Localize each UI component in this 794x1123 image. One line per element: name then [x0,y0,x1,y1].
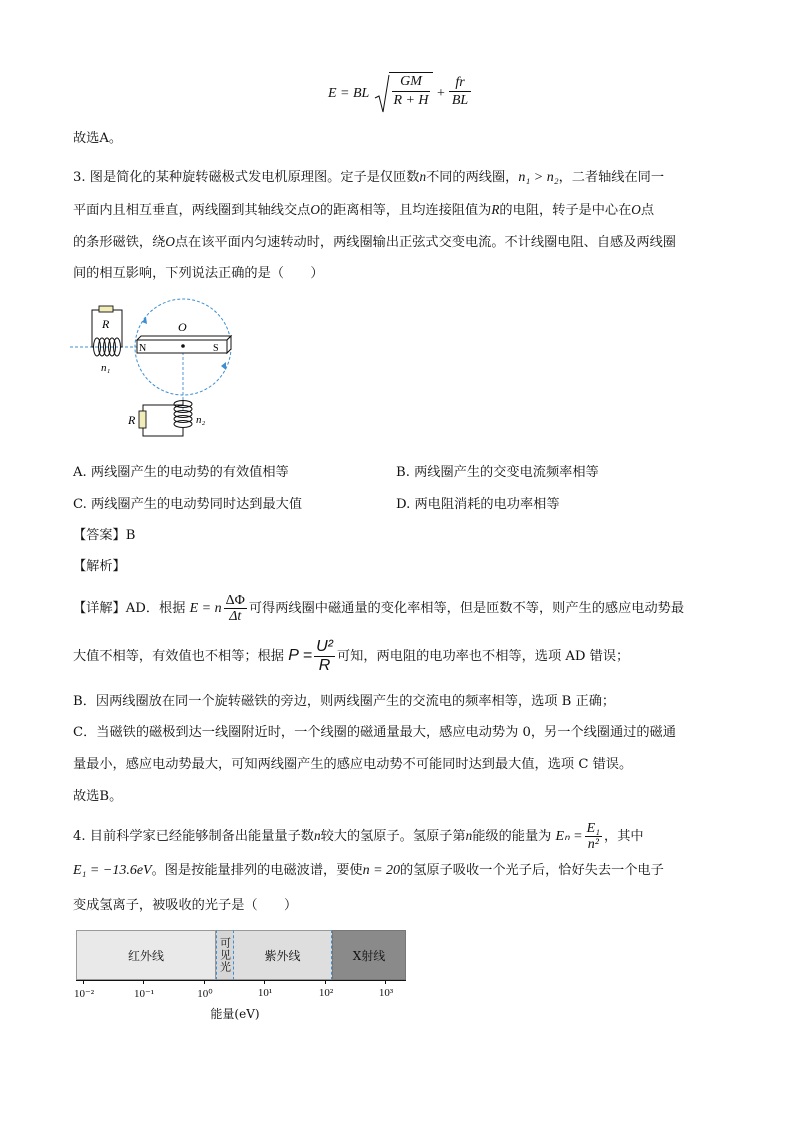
q3-detail-line3: B．因两线圈放在同一个旋转磁铁的旁边，则两线圈产生的交流电的频率相等，选项 B 正确； [73,694,616,709]
frac-fr-bl [449,74,471,110]
q3-line3: 的条形磁铁，绕O点在该平面内匀速转动时，两线圈输出正弦式交变电流。不计线圈电阻、自感及两线圈 [73,234,676,250]
resistor-top [99,306,113,312]
formula-top [328,72,478,116]
tick-label: 10³ [378,987,394,999]
q4-line1: 4. 目前科学家已经能够制备出能量量子数n较大的氢原子。氢原子第n能级的能量为 Eₙ = $\frac{\text{E₁}}{\text{n²}}$ ，其中 [73,821,644,852]
emf-fraction: $\frac{\Delta\Phi}{\Delta t}$ [225,593,245,624]
prev-choice: 故选A。 [73,131,123,146]
p-lhs: P = [288,647,313,664]
label-n2: n₂ [196,414,206,426]
generator-figure [70,300,250,450]
p-fraction: $\frac{\text{U²}}{R}$ [316,638,333,674]
spectrum-figure [70,928,410,1023]
label-N: N [139,343,147,354]
q3-option-b: B. 两线圈产生的交变电流频率相等 [396,465,599,480]
n20: n = 20 [362,863,401,878]
e1-value: E₁ = −13.6eV [73,863,152,878]
q3-line2: 平面内且相互垂直，两线圈到其轴线交点O的距离相等，且均连接阻值为R的电阻，转子是中心在O点 [73,202,654,218]
answer-value: B [125,528,136,543]
en-lhs: Eₙ = [555,829,583,844]
tick-label: 10¹ [257,987,273,999]
frac-denominator: BL [451,93,469,108]
label-n1: n₁ [101,362,111,374]
q3-option-c: C. 两线圈产生的电动势同时达到最大值 [73,497,303,512]
q3-inequality: n₁ > n₂ [518,170,559,185]
q3-answer [73,527,135,545]
q3-analysis-label: 【解析】 [73,559,126,574]
en-fraction: $\frac{\text{E₁}}{\text{n²}}$ [586,821,601,852]
tick-label: 10⁻² [73,988,95,1000]
sqrt-numerator: GM [392,73,430,92]
q3-detail-line5: 量最小，感应电动势最大，可知两线圈产生的感应电动势不可能同时达到最大值，选项 C 错误。 [73,757,633,772]
q3-final: 故选B。 [73,789,123,804]
q4-line2: E₁ = −13.6eV。图是按能量排列的电磁波谱，要使n = 20的氢原子吸收一个光子后，恰好失去一个电子 [73,863,664,878]
arrow-bottom [221,362,226,370]
q3-detail-line4: C．当磁铁的磁极到达一线圈附近时，一个线圈的磁通量最大，感应电动势为 0，另一个线圈通过的磁通 [73,725,676,740]
label-S: S [213,343,219,354]
q4-line3: 变成氢离子，被吸收的光子是（ ） [73,898,298,913]
band-uv: 紫外线 [234,930,332,980]
q3-line4: 间的相互影响，下列说法正确的是（ ） [73,266,324,281]
q3-detail-line2: 大值不相等，有效值也不相等；根据 P = $\frac{\text{U²}}{R}$ 可知，两电阻的电功率也不相等，选项 AD 错误； [73,638,630,674]
energy-axis [76,980,406,981]
axis-label: 能量(eV) [210,1007,260,1021]
plus-sign: + [437,86,445,101]
tick [264,980,265,984]
tick [83,980,84,984]
sqrt-denominator: R + H [393,93,429,108]
tick-label: 10⁰ [197,988,213,1000]
q3-option-d: D. 两电阻消耗的电功率相等 [396,497,560,512]
resistor-bottom [139,411,146,428]
label-R-top: R [102,317,110,331]
frac-numerator: fr [449,74,471,92]
center-point [181,344,185,348]
band-xray: X射线 [332,930,406,980]
emf-lhs: E = n [189,601,222,616]
band-infrared: 红外线 [76,930,216,980]
bar-magnet-top [137,336,231,340]
tick [325,980,326,984]
label-O: O [178,320,187,334]
answer-label: 【答案】 [73,528,126,543]
tick [143,980,144,984]
tick [385,980,386,984]
label-R-bottom: R [128,413,136,427]
sqrt-fraction [389,72,433,110]
q3-option-a: A. 两线圈产生的电动势的有效值相等 [73,465,289,480]
band-visible: 可见光 [216,930,234,980]
tick-label: 10⁻¹ [133,988,155,1000]
tick [204,980,205,984]
sqrt-sign [374,74,390,114]
formula-lhs: E = BL [328,86,370,101]
q3-detail-line1: 【详解】AD．根据 E = n $\frac{\Delta\Phi}{\Delta t}$ 可得两线圈中磁通量的变化率相等，但是匝数不等，则产生的感应电动势最 [73,593,685,624]
q3-line1: 3. 图是简化的某种旋转磁极式发电机原理图。定子是仅匝数n不同的两线圈，n₁ > n₂，二者轴线在同一 [73,169,665,185]
tick-label: 10² [318,987,334,999]
